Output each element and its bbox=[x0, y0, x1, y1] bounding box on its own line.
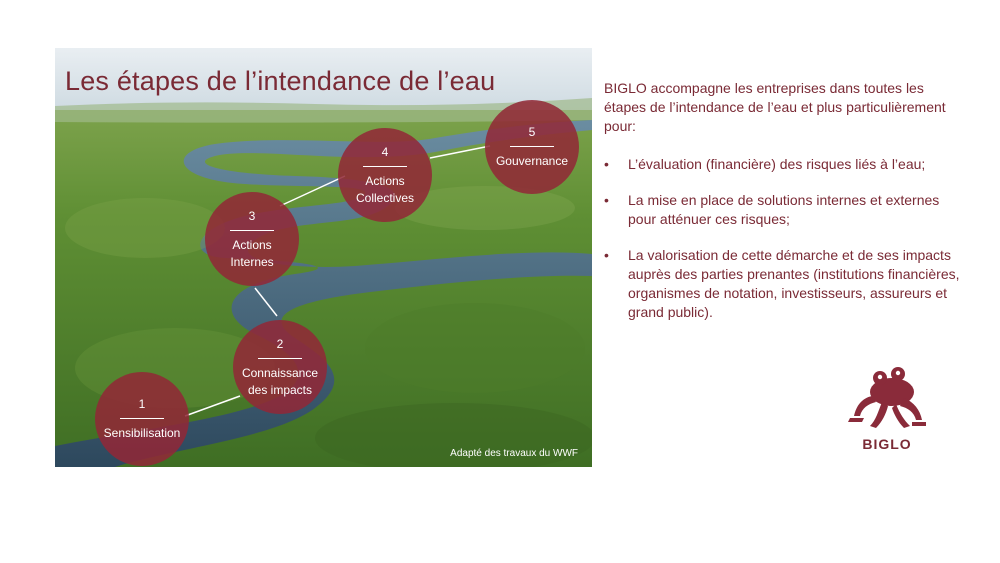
bullet-text: La valorisation de cette démarche et de ses impacts auprès des parties prenantes (institutions financières, organismes de notation, investisseurs, assureurs et grand public). bbox=[628, 247, 960, 320]
connector-2-3 bbox=[255, 288, 277, 316]
step-divider bbox=[510, 146, 554, 147]
step-number: 5 bbox=[528, 125, 536, 139]
bullet-item bbox=[604, 246, 966, 322]
image-credit: Adapté des travaux du WWF bbox=[450, 448, 578, 459]
step-1-circle bbox=[95, 372, 189, 466]
step-divider bbox=[258, 358, 302, 359]
bullet-item bbox=[604, 191, 966, 229]
diagram-title: Les étapes de l’intendance de l’eau bbox=[65, 66, 496, 96]
step-label: Gouvernance bbox=[495, 154, 569, 168]
logo-text: BIGLO bbox=[862, 436, 912, 452]
connector-3-4 bbox=[280, 176, 345, 206]
step-number: 3 bbox=[248, 208, 256, 223]
connector-4-5 bbox=[430, 146, 490, 158]
step-5-circle bbox=[485, 100, 579, 194]
frog-icon bbox=[846, 362, 928, 432]
bullet-symbol: • bbox=[604, 247, 609, 263]
bullet-symbol: • bbox=[604, 156, 609, 172]
step-number: 2 bbox=[276, 336, 284, 351]
bullet-text: L’évaluation (financière) des risques liés à l’eau; bbox=[628, 156, 926, 172]
connector-1-2 bbox=[185, 396, 240, 416]
river-photo-panel bbox=[55, 48, 592, 467]
step-divider bbox=[230, 230, 274, 231]
step-label: Actions Collectives bbox=[355, 173, 415, 205]
services-bullet-list bbox=[604, 155, 966, 339]
step-label: Actions Internes bbox=[230, 237, 274, 269]
intro-paragraph: BIGLO accompagne les entreprises dans toutes les étapes de l’intendance de l’eau et plus particulièrement pour: bbox=[604, 80, 946, 134]
bullet-symbol: • bbox=[604, 192, 609, 208]
biglo-logo bbox=[846, 362, 928, 462]
step-2-circle bbox=[233, 320, 327, 414]
step-4-circle bbox=[338, 128, 432, 222]
bullet-text: La mise en place de solutions internes et externes pour atténuer ces risques; bbox=[628, 192, 940, 227]
step-divider bbox=[363, 166, 407, 167]
step-3-circle bbox=[205, 192, 299, 286]
step-number: 4 bbox=[381, 144, 389, 159]
step-label: Sensibilisation bbox=[103, 426, 181, 440]
step-number: 1 bbox=[138, 397, 146, 411]
step-divider bbox=[120, 418, 164, 419]
bullet-item bbox=[604, 155, 966, 174]
step-label: Connaissance des impacts bbox=[241, 365, 319, 397]
